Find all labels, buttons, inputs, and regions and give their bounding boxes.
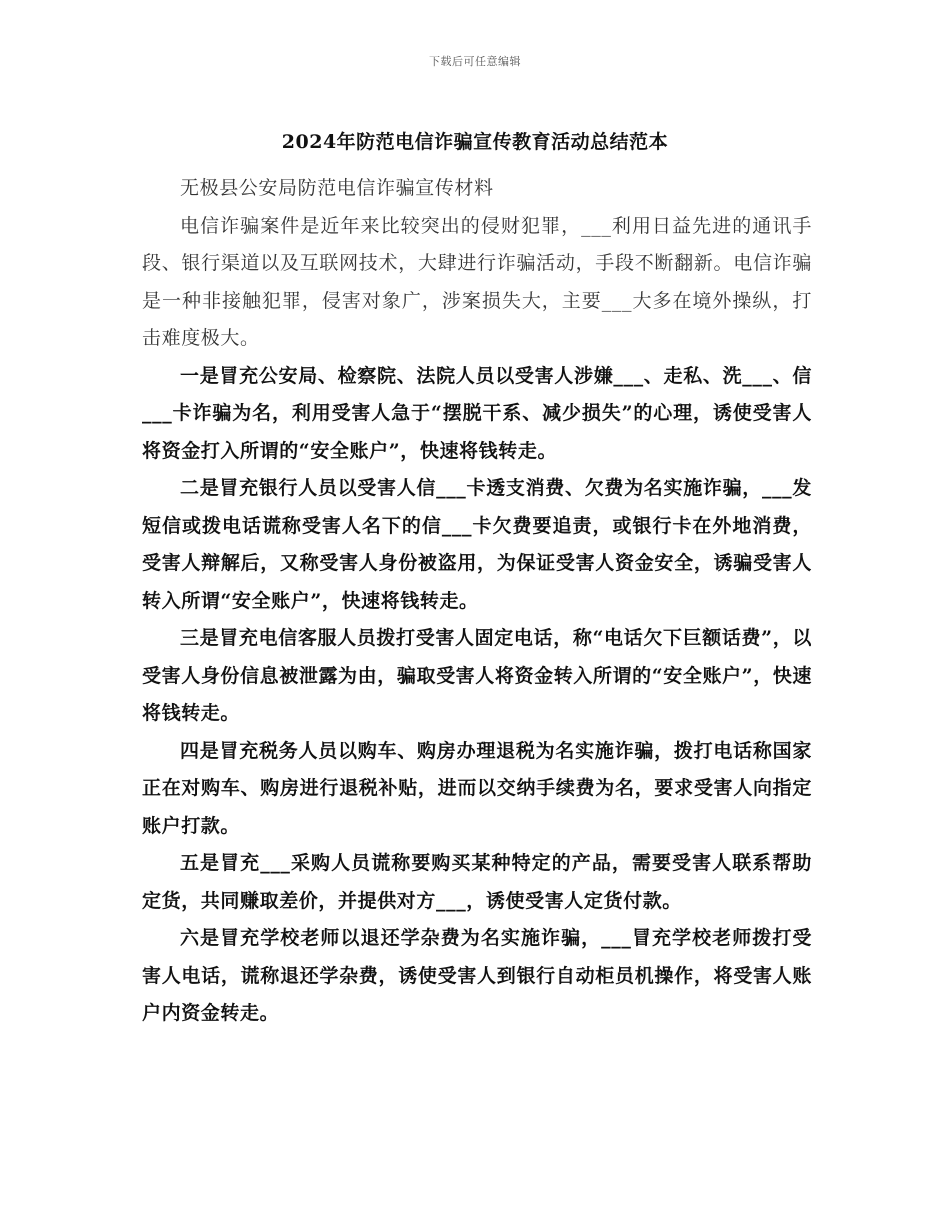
paragraph-item-3: 三是冒充电信客服人员拨打受害人固定电话，称“电话欠下巨额话费”，以受害人身份信息被泄露为由，骗取受害人将资金转入所谓的“安全账户”，快速将钱转走。 [142, 627, 812, 724]
paragraph-item-2: 二是冒充银行人员以受害人信___卡透支消费、欠费为名实施诈骗，___发短信或拨电话谎称受害人名下的信___卡欠费要追责，或银行卡在外地消费，受害人辩解后，又称受害人身份被盗用，为保证受害人资金安全，诱骗受害人转入所谓“安全账户”，快速将钱转走。 [142, 477, 812, 612]
paragraph-source-line: 无极县公安局防范电信诈骗宣传材料 [180, 177, 494, 199]
paragraph-item-1: 一是冒充公安局、检察院、法院人员以受害人涉嫌___、走私、洗___、信___卡诈骗为名，利用受害人急于“摆脱干系、减少损失”的心理，诱使受害人将资金打入所谓的“安全账户”，快速将钱转走。 [142, 364, 812, 462]
paragraph-item-6: 六是冒充学校老师以退还学杂费为名实施诈骗，___冒充学校老师拨打受害人电话，谎称退还学杂费，诱使受害人到银行自动柜员机操作，将受害人账户内资金转走。 [142, 927, 812, 1024]
document-title: 2024年防范电信诈骗宣传教育活动总结范本 [281, 131, 669, 153]
paragraph-intro: 电信诈骗案件是近年来比较突出的侵财犯罪，___利用日益先进的通讯手段、银行渠道以及互联网技术，大肆进行诈骗活动，手段不断翻新。电信诈骗是一种非接触犯罪，侵害对象广，涉案损失大，主要___大多在境外操纵，打击难度极大。 [142, 214, 812, 349]
header-note: 下载后可任意编辑 [429, 55, 521, 68]
paragraph-item-5: 五是冒充___采购人员谎称要购买某种特定的产品，需要受害人联系帮助定货，共同赚取差价，并提供对方___，诱使受害人定货付款。 [142, 852, 812, 912]
document-body [142, 170, 812, 1033]
paragraph-item-4: 四是冒充税务人员以购车、购房办理退税为名实施诈骗，拨打电话称国家正在对购车、购房进行退税补贴，进而以交纳手续费为名，要求受害人向指定账户打款。 [142, 739, 812, 837]
